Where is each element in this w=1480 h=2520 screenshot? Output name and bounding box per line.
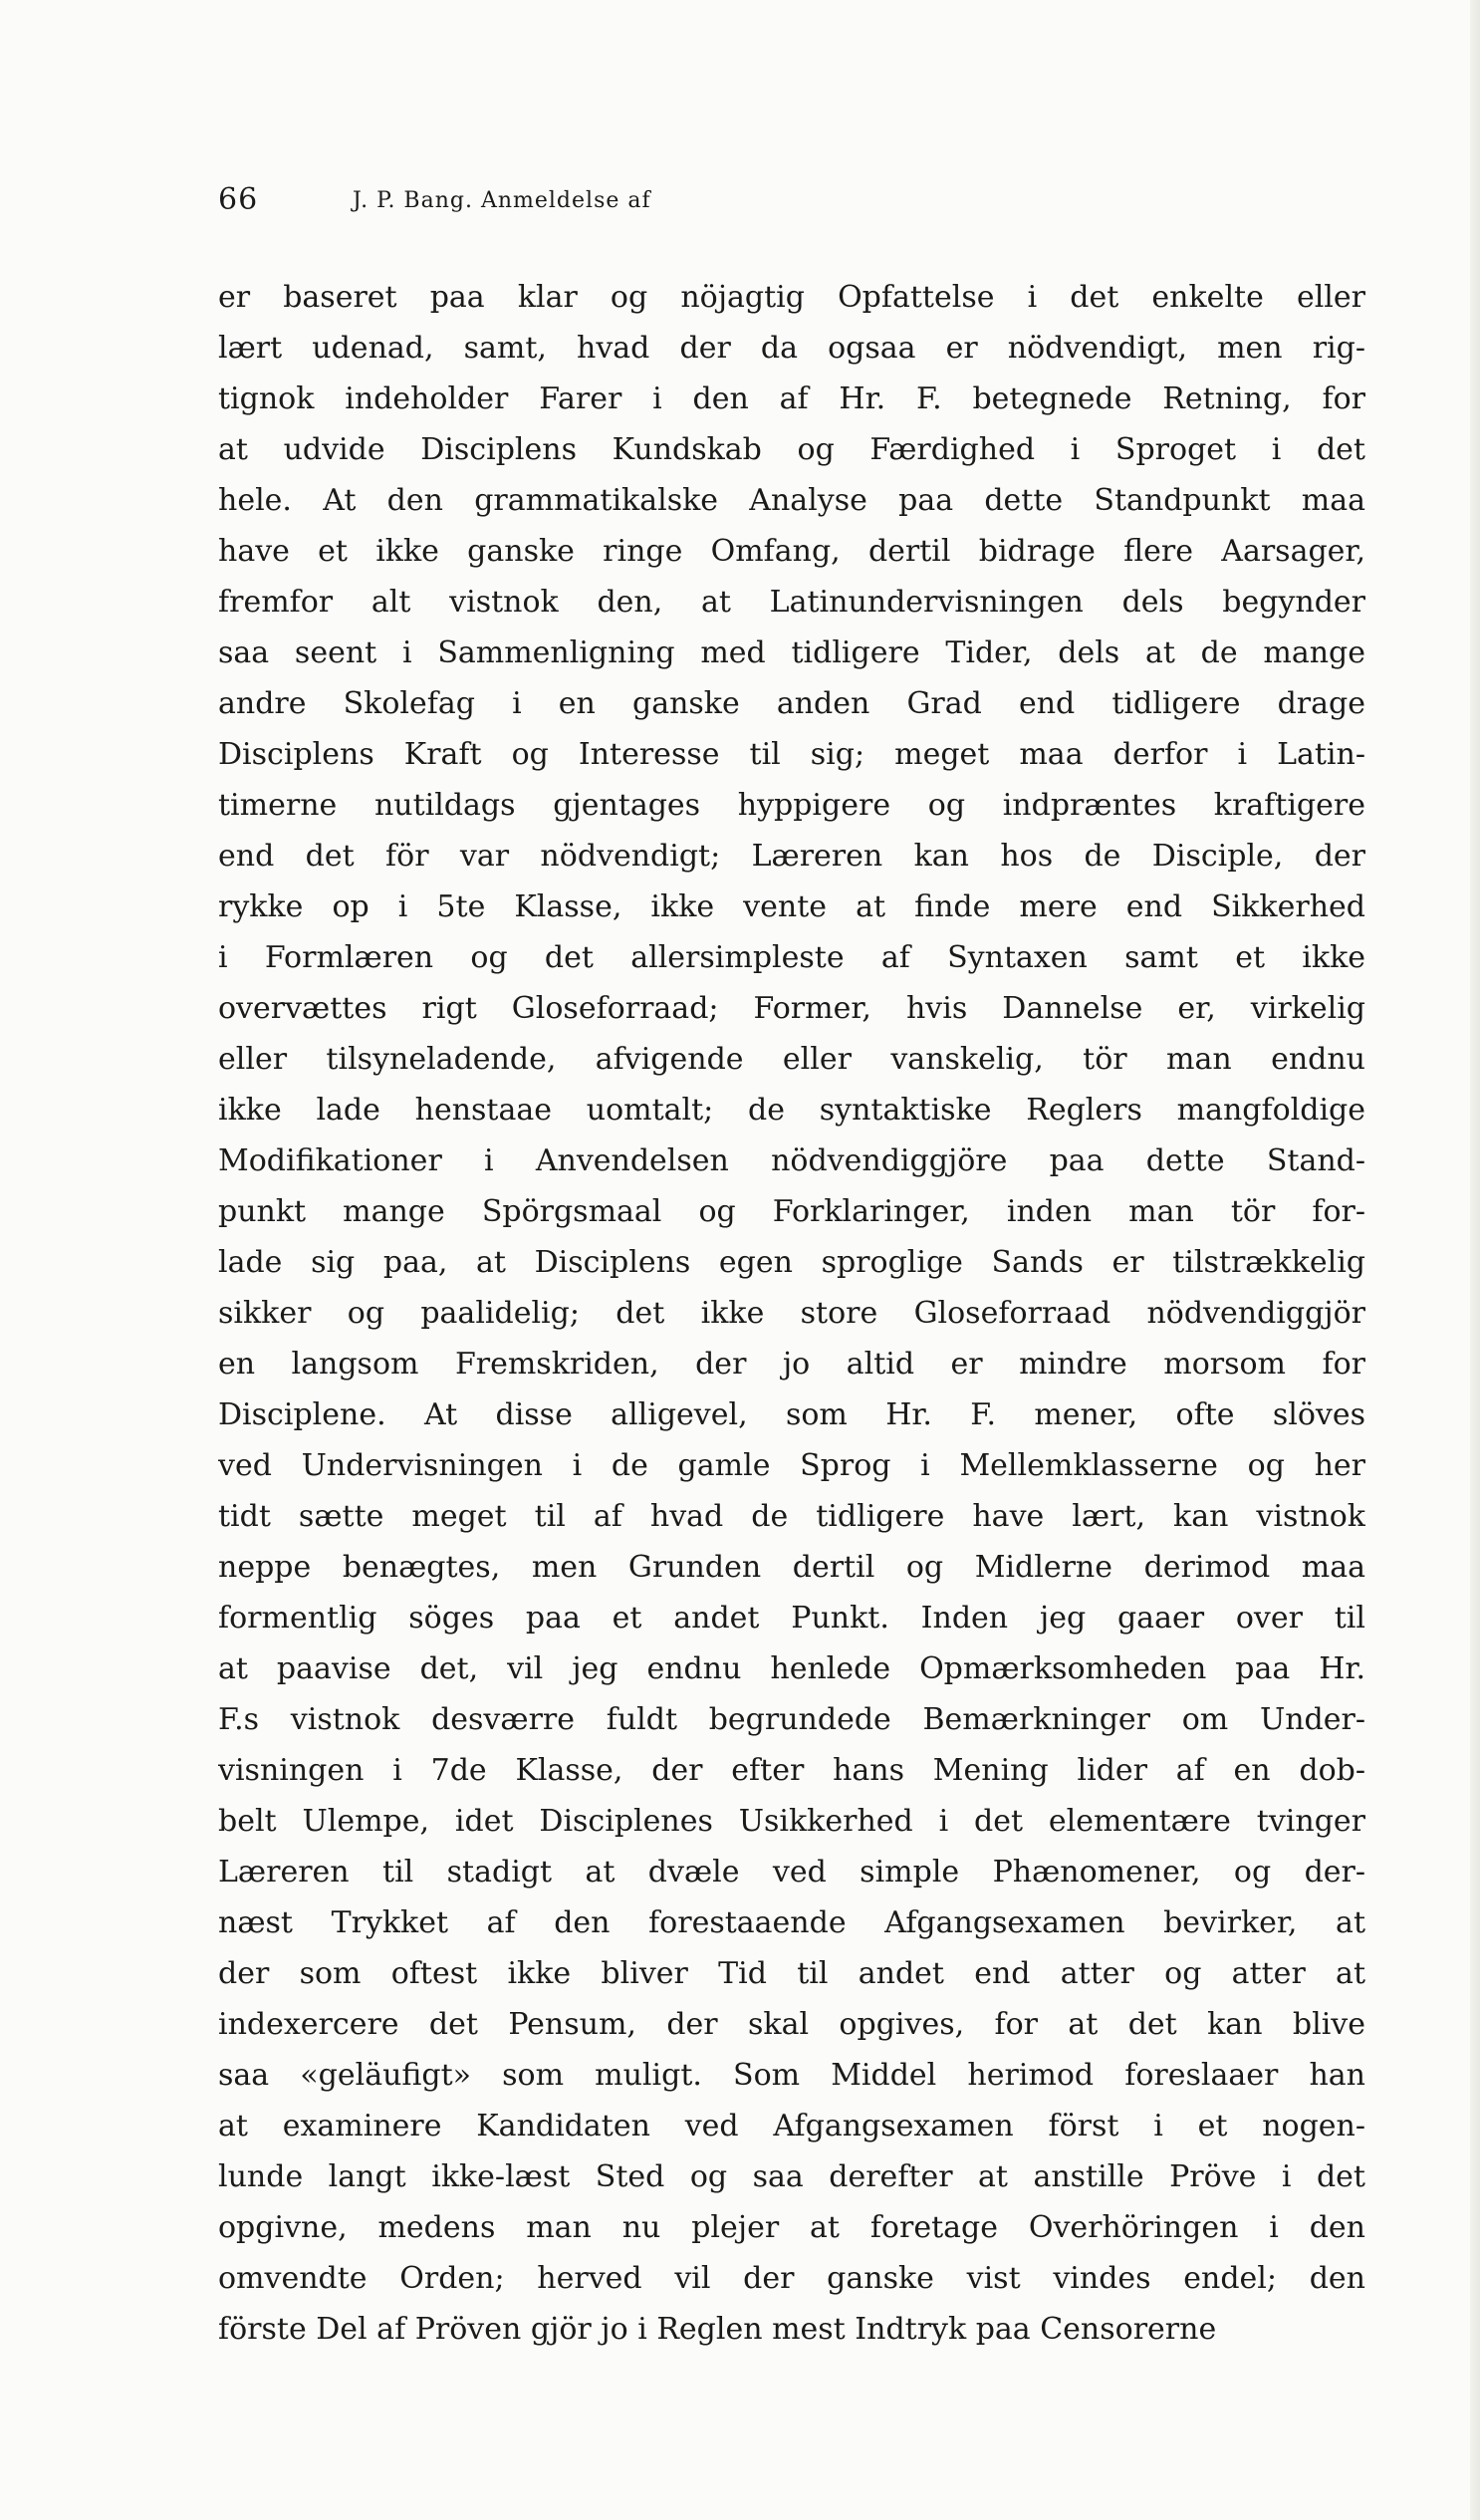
text-line: er baseret paa klar og nöjagtig Opfattelse i det enkelte eller bbox=[218, 280, 1365, 315]
text-line: at examinere Kandidaten ved Afgangsexamen först i et nogen- bbox=[218, 2109, 1365, 2143]
text-line: Disciplene. At disse alligevel, som Hr. F. mener, ofte slöves bbox=[218, 1397, 1365, 1432]
text-line: end det för var nödvendigt; Læreren kan hos de Disciple, der bbox=[218, 839, 1365, 874]
text-line: en langsom Fremskriden, der jo altid er mindre morsom for bbox=[218, 1347, 1365, 1382]
text-line: hele. At den grammatikalske Analyse paa dette Standpunkt maa bbox=[218, 483, 1365, 518]
text-line: tidt sætte meget til af hvad de tidligere have lært, kan vistnok bbox=[218, 1499, 1365, 1534]
text-line: punkt mange Spörgsmaal og Forklaringer, inden man tör for- bbox=[218, 1194, 1365, 1229]
text-line: indexercere det Pensum, der skal opgives, for at det kan blive bbox=[218, 2007, 1365, 2042]
text-line: overvættes rigt Gloseforraad; Former, hvis Dannelse er, virkelig bbox=[218, 991, 1365, 1026]
text-line: saa «geläufigt» som muligt. Som Middel herimod foreslaaer han bbox=[218, 2058, 1365, 2093]
text-line: lært udenad, samt, hvad der da ogsaa er nödvendigt, men rig- bbox=[218, 331, 1365, 366]
body-text bbox=[218, 272, 1365, 2355]
page-number: 66 bbox=[218, 182, 259, 217]
page-header bbox=[218, 182, 1015, 228]
text-line: at paavise det, vil jeg endnu henlede Opmærksomheden paa Hr. bbox=[218, 1651, 1365, 1686]
text-line: lade sig paa, at Disciplens egen sproglige Sands er tilstrækkelig bbox=[218, 1245, 1365, 1280]
text-line: der som oftest ikke bliver Tid til andet end atter og atter at bbox=[218, 1956, 1365, 1991]
page-edge-shadow bbox=[1470, 0, 1480, 2520]
text-line: fremfor alt vistnok den, at Latinundervisningen dels begynder bbox=[218, 585, 1365, 620]
text-line: F.s vistnok desværre fuldt begrundede Bemærkninger om Under- bbox=[218, 1702, 1365, 1737]
text-line: visningen i 7de Klasse, der efter hans Mening lider af en dob- bbox=[218, 1753, 1365, 1788]
text-line: omvendte Orden; herved vil der ganske vist vindes endel; den bbox=[218, 2261, 1365, 2296]
text-line: have et ikke ganske ringe Omfang, dertil bidrage flere Aarsager, bbox=[218, 534, 1365, 569]
text-line: sikker og paalidelig; det ikke store Gloseforraad nödvendiggjör bbox=[218, 1296, 1365, 1331]
text-line: eller tilsyneladende, afvigende eller vanskelig, tör man endnu bbox=[218, 1042, 1365, 1077]
text-line: neppe benægtes, men Grunden dertil og Midlerne derimod maa bbox=[218, 1550, 1365, 1585]
text-line: timerne nutildags gjentages hyppigere og indpræntes kraftigere bbox=[218, 788, 1365, 823]
text-line: opgivne, medens man nu plejer at foretage Overhöringen i den bbox=[218, 2210, 1365, 2245]
text-line: lunde langt ikke-læst Sted og saa derefter at anstille Pröve i det bbox=[218, 2159, 1365, 2194]
text-line: tignok indeholder Farer i den af Hr. F. betegnede Retning, for bbox=[218, 381, 1365, 416]
text-line: belt Ulempe, idet Disciplenes Usikkerhed i det elementære tvinger bbox=[218, 1804, 1365, 1839]
running-head: J. P. Bang. Anmeldelse af bbox=[353, 188, 651, 213]
text-line: Modifikationer i Anvendelsen nödvendiggjöre paa dette Stand- bbox=[218, 1143, 1365, 1178]
text-line: rykke op i 5te Klasse, ikke vente at finde mere end Sikkerhed bbox=[218, 889, 1365, 924]
text-line: Disciplens Kraft og Interesse til sig; meget maa derfor i Latin- bbox=[218, 737, 1365, 772]
text-line: næst Trykket af den forestaaende Afgangsexamen bevirker, at bbox=[218, 1905, 1365, 1940]
text-line: i Formlæren og det allersimpleste af Syntaxen samt et ikke bbox=[218, 940, 1365, 975]
text-line: saa seent i Sammenligning med tidligere Tider, dels at de mange bbox=[218, 635, 1365, 670]
text-line: andre Skolefag i en ganske anden Grad end tidligere drage bbox=[218, 686, 1365, 721]
text-line: ved Undervisningen i de gamle Sprog i Mellemklasserne og her bbox=[218, 1448, 1365, 1483]
text-line: förste Del af Pröven gjör jo i Reglen mest Indtryk paa Censorerne bbox=[218, 2312, 1217, 2347]
text-line: Læreren til stadigt at dvæle ved simple Phænomener, og der- bbox=[218, 1855, 1365, 1890]
text-line: formentlig söges paa et andet Punkt. Inden jeg gaaer over til bbox=[218, 1601, 1365, 1636]
text-line: at udvide Disciplens Kundskab og Færdighed i Sproget i det bbox=[218, 432, 1365, 467]
text-line: ikke lade henstaae uomtalt; de syntaktiske Reglers mangfoldige bbox=[218, 1093, 1365, 1128]
